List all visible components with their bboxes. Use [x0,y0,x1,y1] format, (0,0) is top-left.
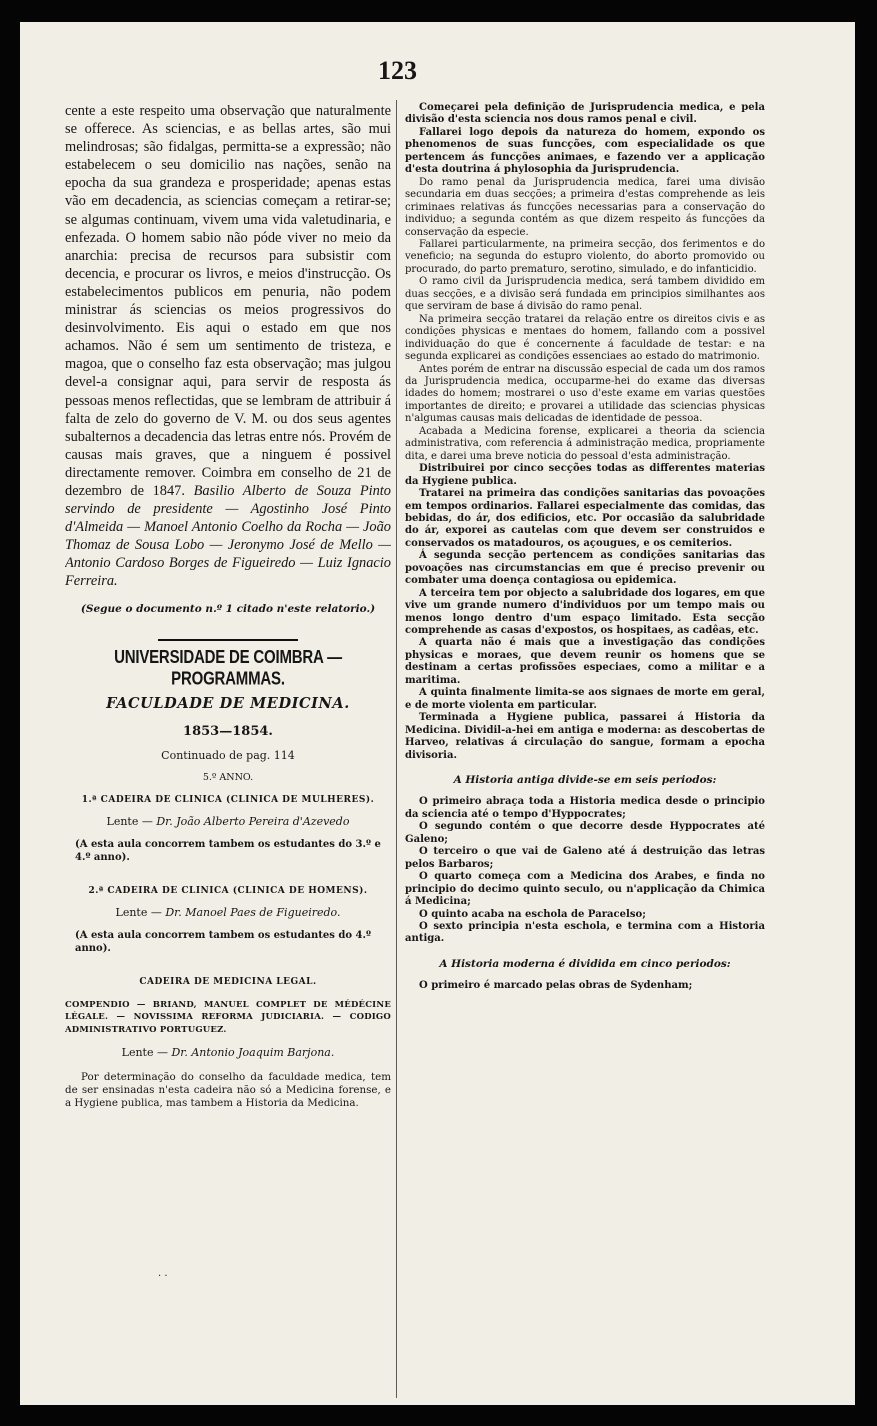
council-determination: Por determinação do conselho da faculdade medica, tem de ser ensinadas n'esta cadeira não só a Medicina forense, e a Hygiene publica, mas tambem a Historia da Medicina. [65,1071,391,1110]
compendio: COMPENDIO — BRIAND, MANUEL COMPLET DE MÉDÉCINE LÉGALE. — NOVISSIMA REFORMA JUDICIARIA. — CODIGO ADMINISTRATIVO PORTUGUEZ. [65,999,391,1035]
period-item: O primeiro é marcado pelas obras de Sydenham; [419,980,693,992]
year-label: 5.º ANNO. [202,771,254,783]
university-heading: UNIVERSIDADE DE COIMBRA — PROGRAMMAS. [114,646,342,689]
period-item: O segundo contém o que decorre desde Hyppocrates até Galeno; [405,821,765,845]
paragraph: Do ramo penal da Jurisprudencia medica, farei uma divisão secundaria em duas secções; a primeira d'estas comprehende as leis criminaes relativas ás funcções necessarias para a conservação do individuo; a segunda contém as que dizem respeito ás funcções da conservação da especie. [405,176,765,238]
period-item: O terceiro o que vai de Galeno até á destruição das letras pelos Barbaros; [405,846,765,870]
paragraph: A quinta finalmente limita-se aos signaes de morte em geral, e de morte violenta em particular. [405,687,765,711]
attendance-note-1: (A esta aula concorrem tambem os estudantes do 3.º e 4.º anno). [75,838,381,863]
page-number: 123 [378,56,417,85]
paragraph: Distribuirei por cinco secções todas as differentes materias da Hygiene publica. [405,463,765,487]
lente-3: Lente — Dr. Antonio Joaquim Barjona. [121,1046,335,1060]
council-report-text: cente a este respeito uma observação que naturalmente se offerece. As sciencias, e as bellas artes, são mui melindrosas; são fidalgas, permitta-se a expressão; não estabelecem o seu domicilio nas nações, senão na epocha da sua grandeza e prosperidade; apenas estas vão em decadencia, as sciencias começam a retirar-se; se algumas continuam, vivem uma vida valetudinaria, e enfezada. O homem sabio não póde viver no meio da anarchia: precisa de recursos para subsistir com decencia, e procurar os livros, e meios d'instrucção. Os estabelecimentos publicos em penuria, não podem ministrar ás sciencias os meios progressivos do desinvolvimento. Eis aqui o estado em que nos achamos. Não é sem um sentimento de tristeza, e magoa, que o conselho faz esta observação; mas julgou devel-a consignar aqui, para servir de resposta ás pessoas menos reflectidas, que se lembram de attribuir á falta de zelo do governo de V. M. ou dos seus agentes subalternos a decadencia das letras entre nós. Provém de causas mais graves, que a ninguem é possivel directamente remover. Coimbra em conselho de 21 de dezembro de 1847. Basilio Alberto de Souza Pinto servindo de presidente — Agostinho José Pinto d'Almeida — Manoel Antonio Coelho da Rocha — João Thomaz de Sousa Lobo — Jeronymo José de Mello — Antonio Cardoso Borges de Figueiredo — Luiz Ignacio Ferreira. [65,103,391,590]
continued-note: Continuado de pag. 114 [161,748,295,762]
paragraph: Tratarei na primeira das condições sanitarias das povoações em tempos ordinarios. Fallarei especialmente das comidas, das bebidas, do ár, dos edificios, etc. Por occasião da salubridade do ár, exporei as cautelas com que devem ser construidos e conservados os matadouros, os açougues, e os cemiterios. [405,488,765,549]
period-item: O primeiro abraça toda a Historia medica desde o principio da sciencia até o tempo d'Hyppocrates; [405,796,765,820]
academic-years: 1853—1854. [183,723,273,739]
paragraph: Começarei pela definição de Jurisprudencia medica, e pela divisão d'esta sciencia nos dous ramos penal e civil. [405,102,765,126]
faculty-heading: FACULDADE DE MEDICINA. [106,694,350,712]
paragraph: Á segunda secção pertencem as condições sanitarias das povoações nas circumstancias em que é preciso prevenir ou combater uma doença contagiosa ou epidemica. [405,550,765,587]
paragraph: O ramo civil da Jurisprudencia medica, será tambem dividido em duas secções, e a divisão será fundada em principios similhantes aos que serviram de base á divisão do ramo penal. [405,276,765,313]
document-page [20,22,855,1405]
right-column [405,102,765,993]
signatures: Basilio Alberto de Souza Pinto servindo de presidente — Agostinho José Pinto d'Almeida — Manoel Antonio Coelho da Rocha — João Thomaz de Sousa Lobo — Jeronymo José de Mello — Antonio Cardoso Borges de Figueiredo — Luiz Ignacio Ferreira. [65,482,391,590]
period-item: O quinto acaba na eschola de Paracelso; [419,908,646,920]
modern-history-heading: A Historia moderna é dividida em cinco periodos: [439,957,731,970]
ornament-dots: . . [158,1268,168,1279]
left-column [65,102,391,1110]
period-item: O sexto principia n'esta eschola, e termina com a Historia antiga. [405,921,765,945]
lente-2: Lente — Dr. Manoel Paes de Figueiredo. [115,905,341,919]
cadeira-clinica-mulheres: 1.ª CADEIRA DE CLINICA (CLINICA DE MULHERES). [81,794,375,805]
paragraph: Fallarei particularmente, na primeira secção, dos ferimentos e do veneficio; na segunda do estupro violento, do aborto promovido ou procurado, do parto prematuro, serotino, simulado, e do infanticidio. [405,238,765,275]
document-note: (Segue o documento n.º 1 citado n'este relatorio.) [80,602,376,615]
paragraph: Fallarei logo depois da natureza do homem, expondo os phenomenos de suas funcções, com especialidade os que pertencem ás funcções animaes, e fazendo ver a applicação d'esta doutrina á phylosophia da Jurisprudencia. [405,126,765,176]
paragraph: Acabada a Medicina forense, explicarei a theoria da sciencia administrativa, com referencia á administração medica, propriamente dita, e darei uma breve noticia do pessoal d'esta administração. [405,425,765,462]
period-item: O quarto começa com a Medicina dos Arabes, e finda no principio do decimo quinto seculo, ou n'applicação da Chimica á Medicina; [405,871,765,908]
paragraph: A terceira tem por objecto a salubridade dos logares, em que vive um grande numero d'individuos por um tempo mais ou menos longo dentro d'um espaço limitado. Esta secção comprehende as casas d'expostos, os hospitaes, as cadêas, etc. [405,587,765,637]
ancient-history-heading: A Historia antiga divide-se em seis periodos: [453,774,717,787]
paragraph: A quarta não é mais que a investigação das condições physicas e moraes, que devem reunir os homens que se destinam a certas profissões especiaes, como a militar e a maritima. [405,637,765,686]
paragraph: Na primeira secção tratarei da relação entre os direitos civis e as condições physicas e mentaes do homem, fallando com a possivel individuação do que é concernente á faculdade de testar: e na segunda explicarei as condições essenciaes ao estado do matrimonio. [405,313,765,363]
cadeira-medicina-legal: CADEIRA DE MEDICINA LEGAL. [139,976,317,987]
column-divider [396,100,397,1398]
paragraph: Antes porém de entrar na discussão especial de cada um dos ramos da Jurisprudencia medica, occuparme-hei do exame das diversas idades do homem; mostrarei o uso d'este exame em varias questões importantes de direito; e provarei a utilidade das sciencias physicas n'algumas causas mais delicadas de identidade de pessoa. [405,363,765,425]
cadeira-clinica-homens: 2.ª CADEIRA DE CLINICA (CLINICA DE HOMENS). [88,885,368,896]
lente-1: Lente — Dr. João Alberto Pereira d'Azevedo [106,814,350,828]
paragraph: Terminada a Hygiene publica, passarei á Historia da Medicina. Dividil-a-hei em antiga e moderna: as descobertas de Harveo, relativas á circulação do sangue, formam a epocha divisoria. [405,712,765,761]
section-rule [158,639,298,641]
attendance-note-2: (A esta aula concorrem tambem os estudantes do 4.º anno). [75,929,371,954]
